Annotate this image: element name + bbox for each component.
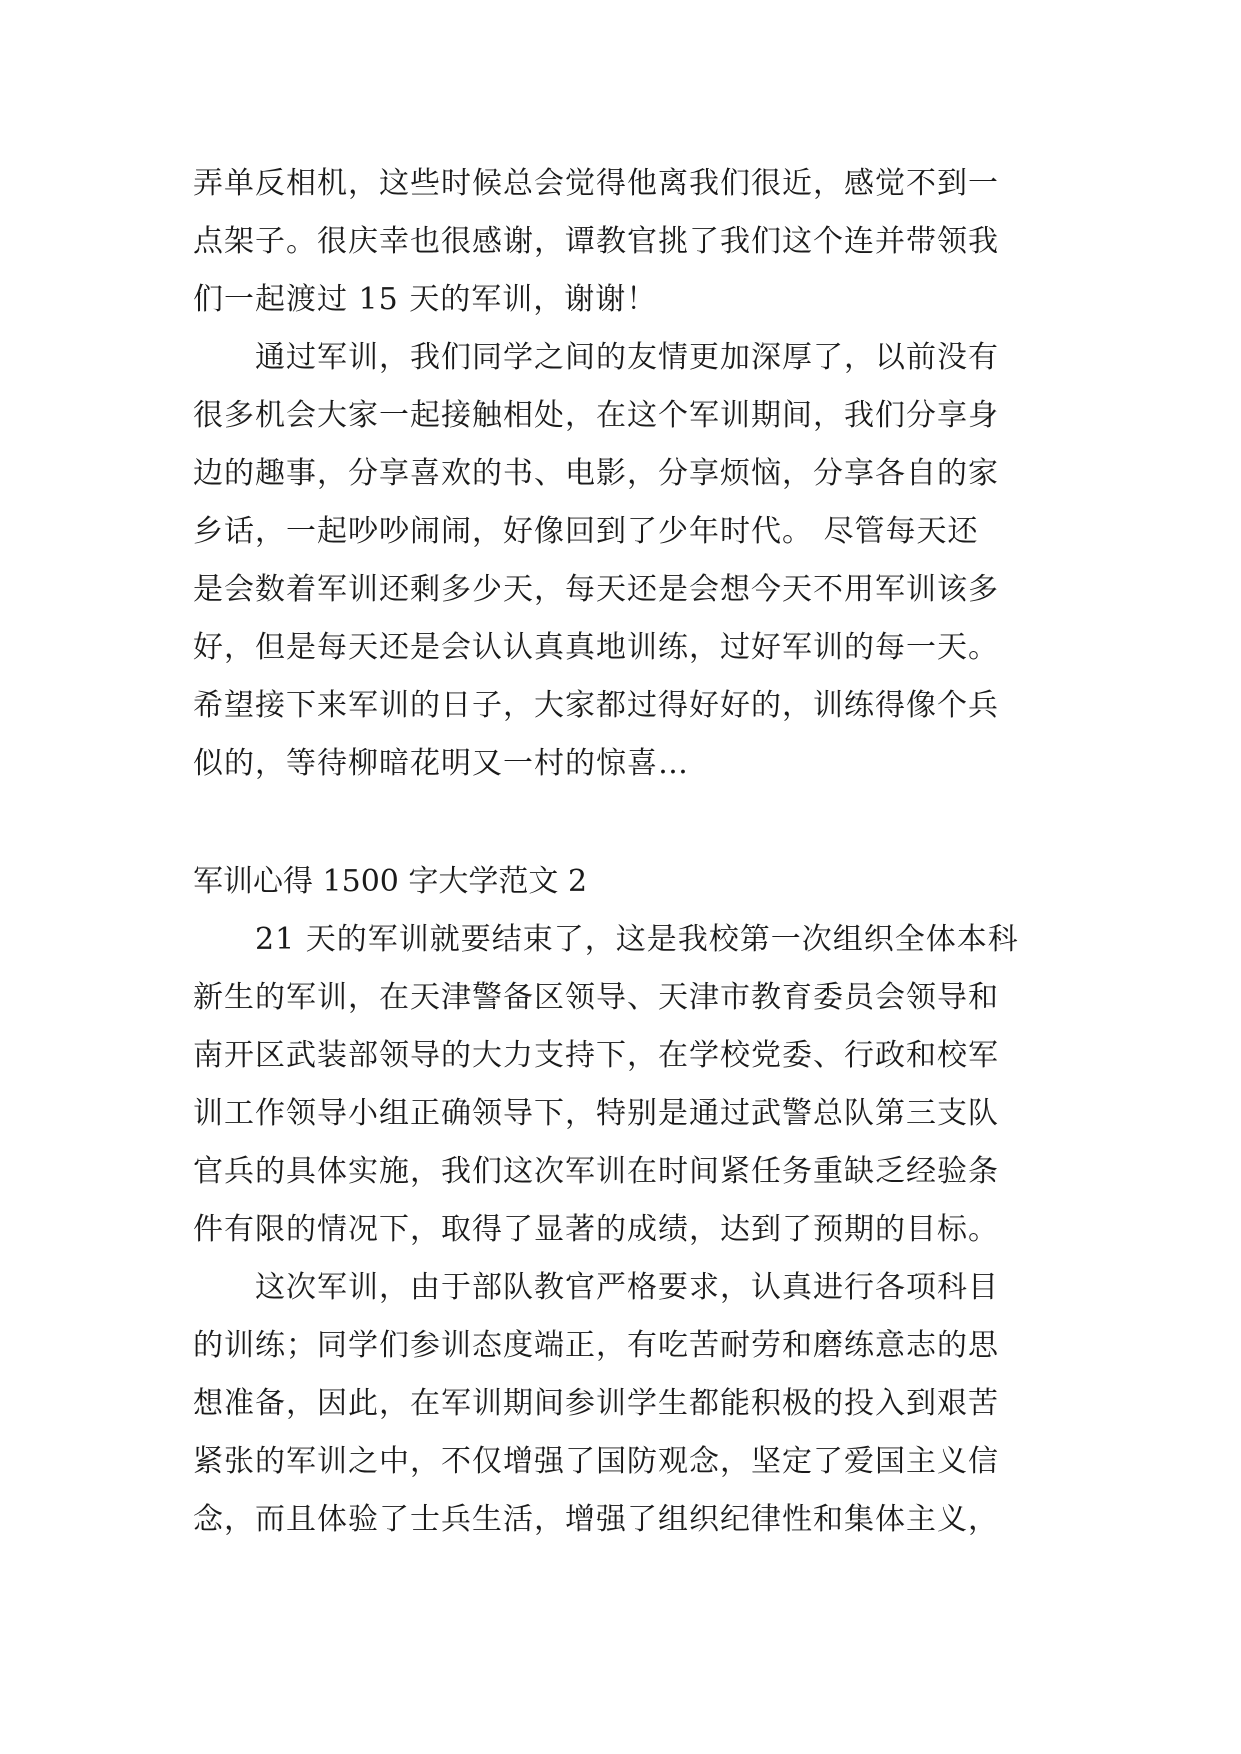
text-line: 好，但是每天还是会认认真真地训练，过好军训的每一天。 xyxy=(193,630,999,665)
text-line: 很多机会大家一起接触相处，在这个军训期间，我们分享身 xyxy=(193,398,999,433)
document-body xyxy=(193,155,1063,1549)
text-line: 希望接下来军训的日子，大家都过得好好的，训练得像个兵 xyxy=(193,688,999,723)
text-line: 边的趣事，分享喜欢的书、电影，分享烦恼，分享各自的家 xyxy=(193,456,999,491)
text-line: 是会数着军训还剩多少天，每天还是会想今天不用军训该多 xyxy=(193,572,999,607)
text-line: 紧张的军训之中，不仅增强了国防观念，坚定了爱国主义信 xyxy=(193,1444,999,1479)
text-line: 件有限的情况下，取得了显著的成绩，达到了预期的目标。 xyxy=(193,1212,999,1247)
text-line: 通过军训，我们同学之间的友情更加深厚了，以前没有 xyxy=(255,340,999,375)
text-line: 似的，等待柳暗花明又一村的惊喜… xyxy=(193,746,689,781)
text-line: 21 天的军训就要结束了，这是我校第一次组织全体本科 xyxy=(255,922,1019,957)
text-line: 这次军训，由于部队教官严格要求，认真进行各项科目 xyxy=(255,1270,999,1305)
text-line: 官兵的具体实施，我们这次军训在时间紧任务重缺乏经验条 xyxy=(193,1154,999,1189)
text-line: 训工作领导小组正确领导下，特别是通过武警总队第三支队 xyxy=(193,1096,999,1131)
text-line: 想准备，因此，在军训期间参训学生都能积极的投入到艰苦 xyxy=(193,1386,999,1421)
paragraph-4 xyxy=(193,1259,1063,1549)
section-gap xyxy=(193,793,1063,853)
text-line: 的训练；同学们参训态度端正，有吃苦耐劳和磨练意志的思 xyxy=(193,1328,999,1363)
text-line: 念，而且体验了士兵生活，增强了组织纪律性和集体主义， xyxy=(193,1502,999,1537)
text-line: 新生的军训，在天津警备区领导、天津市教育委员会领导和 xyxy=(193,980,999,1015)
text-line: 点架子。很庆幸也很感谢，谭教官挑了我们这个连并带领我 xyxy=(193,224,999,259)
text-line: 弄单反相机，这些时候总会觉得他离我们很近，感觉不到一 xyxy=(193,166,999,201)
text-line: 南开区武装部领导的大力支持下，在学校党委、行政和校军 xyxy=(193,1038,999,1073)
text-line: 们一起渡过 15 天的军训，谢谢！ xyxy=(193,282,658,317)
paragraph-1 xyxy=(193,155,1063,329)
section-heading: 军训心得 1500 字大学范文 2 xyxy=(193,864,588,899)
paragraph-2 xyxy=(193,329,1063,793)
text-line: 乡话，一起吵吵闹闹，好像回到了少年时代。 尽管每天还 xyxy=(193,514,979,549)
paragraph-3 xyxy=(193,911,1063,1259)
